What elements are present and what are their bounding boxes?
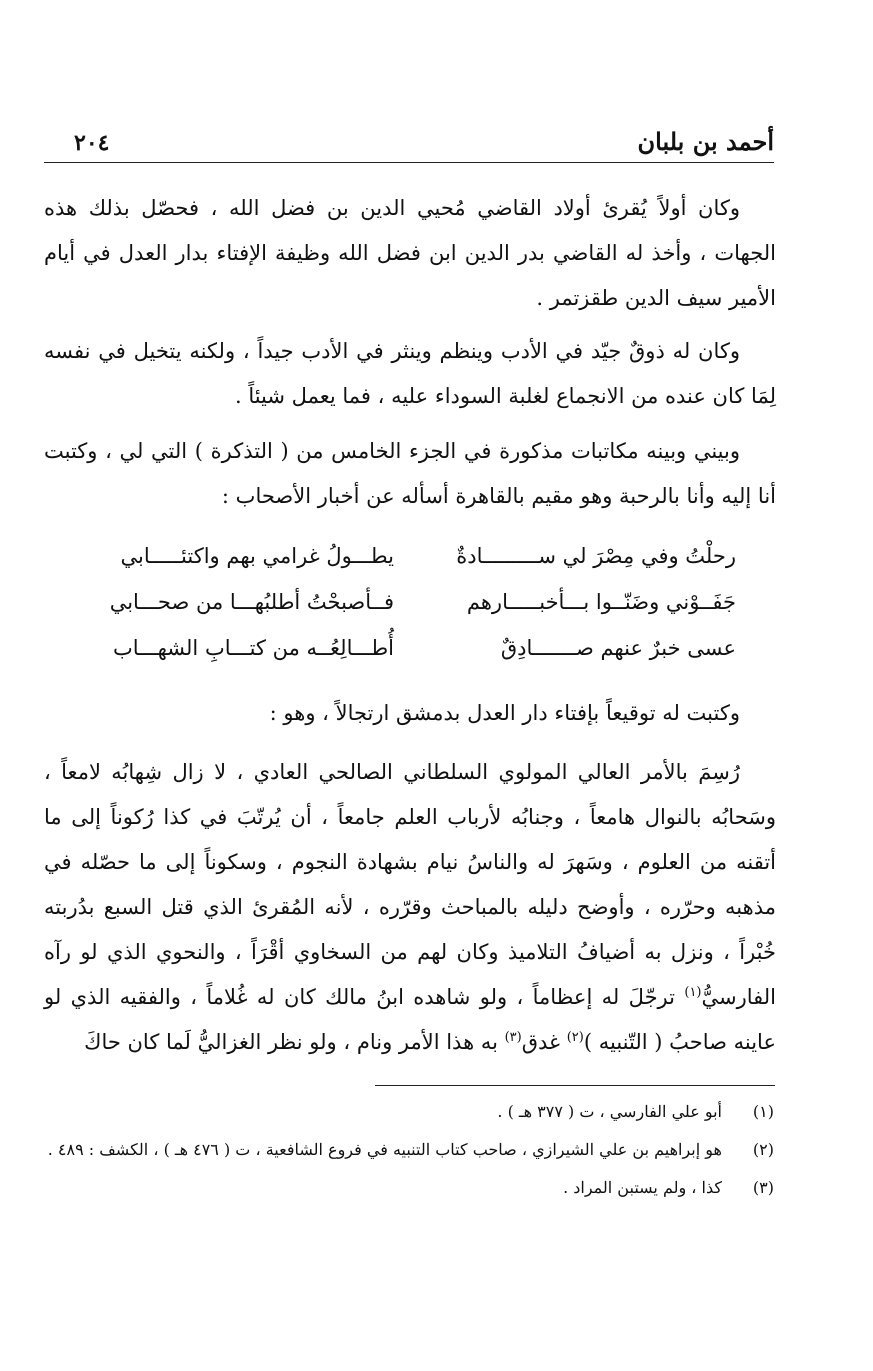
poem bbox=[74, 533, 736, 671]
page-number: ٢٠٤ bbox=[74, 130, 110, 156]
footnote-number: (٢) bbox=[752, 1140, 774, 1159]
footnotes bbox=[44, 1096, 774, 1204]
paragraph: وكان أولاً يُقرئ أولاد القاضي مُحيي الدين بن فضل الله ، فحصّل بذلك هذه الجهات ، وأخذ له القاضي بدر الدين ابن فضل الله وظيفة الإفتاء بدار العدل في أيام الأمير سيف الدين طقزتمر . bbox=[44, 196, 776, 310]
footnote-ref[interactable]: (١) bbox=[684, 985, 702, 1000]
footnote-ref[interactable]: (٢) bbox=[566, 1030, 584, 1045]
poem-verse bbox=[74, 533, 736, 579]
footnote bbox=[44, 1172, 774, 1204]
paragraph-text: غدق bbox=[521, 1030, 567, 1054]
poem-verse bbox=[74, 579, 736, 625]
footnote-number: (١) bbox=[752, 1102, 774, 1121]
footnote-text: هو إبراهيم بن علي الشيرازي ، صاحب كتاب التنبيه في فروع الشافعية ، ت ( ٤٧٦ هـ ) ، الكشف : ٤٨٩ . bbox=[47, 1140, 722, 1159]
poem-verse bbox=[74, 625, 736, 671]
paragraph: وكان له ذوقٌ جيّد في الأدب وينظم وينثر في الأدب جيداً ، ولكنه يتخيل في نفسه لِمَا كان عنده من الانجماع لغلبة السوداء عليه ، فما يعمل شيئاً . bbox=[44, 339, 776, 408]
main-text bbox=[44, 186, 776, 1065]
footnote bbox=[44, 1096, 774, 1128]
verse-first-hemistich: رحلْتُ وفي مِصْرَ لي ســـــــــادةٌ bbox=[456, 544, 736, 568]
footnote-text: كذا ، ولم يستبن المراد . bbox=[563, 1178, 722, 1197]
footnote-ref[interactable]: (٣) bbox=[504, 1030, 522, 1045]
footnote-divider bbox=[375, 1085, 775, 1086]
verse-second-hemistich: فــأصبحْتُ أطلبُهـــا من صحـــابي bbox=[109, 590, 394, 614]
footnote-number: (٣) bbox=[752, 1178, 774, 1197]
paragraph-text: به هذا الأمر ونام ، ولو نظر الغزاليُّ لَما كان حاكَ bbox=[84, 1030, 505, 1054]
paragraph-text: رُسِمَ بالأمر العالي المولوي السلطاني الصالحي العادي ، لا زال شِهابُه لامعاً ، وسَحابُه بالنوال هامعاً ، وجنابُه لأرباب العلم جامعاً ، أن يُرتّبَ في كذا رُكوناً إلى ما أتقنه من العلوم ، وسَهرَ له والناسُ نيام بشهادة النجوم ، وسكوناً إلى ما حصّله في مذهبه وحرّره ، وأوضح دليله بالمباحث وقرّره ، لأنه المُقرئ الذي قتل السبع بدُربته خُبْراً ، ونزل به أضيافُ التلاميذ وكان لهم من السخاوي أقْرَاً ، والنحوي الذي لو رآه الفارسيُّ bbox=[44, 760, 776, 1009]
running-head: أحمد بن بلبان bbox=[637, 127, 774, 156]
page-header bbox=[44, 124, 774, 163]
paragraph-text: ترجّلَ له إعظاماً ، ولو شاهده ابنُ مالك كان له غُلاماً ، والفقيه الذي لو عاينه صاحبُ ( التّنبيه ) bbox=[44, 985, 776, 1054]
footnote bbox=[44, 1134, 774, 1166]
footnote-text: أبو علي الفارسي ، ت ( ٣٧٧ هـ ) . bbox=[497, 1102, 722, 1121]
paragraph: وبيني وبينه مكاتبات مذكورة في الجزء الخامس من ( التذكرة ) التي لي ، وكتبت أنا إليه وأنا بالرحبة وهو مقيم بالقاهرة أسأله عن أخبار الأصحاب : bbox=[44, 439, 776, 508]
verse-first-hemistich: عسى خبرٌ عنهم صـــــــادِقٌ bbox=[500, 636, 736, 660]
verse-first-hemistich: جَفَــوْني وضَنّــوا بـــأخبـــــارهم bbox=[466, 590, 736, 614]
verse-second-hemistich: أُطـــالِعُــه من كتـــابِ الشهـــاب bbox=[113, 636, 394, 660]
verse-second-hemistich: يطـــولُ غرامي بهم واكتئـــــابي bbox=[120, 544, 394, 568]
decree-paragraph bbox=[44, 750, 776, 1065]
paragraph: وكتبت له توقيعاً بإفتاء دار العدل بدمشق ارتجالاً ، وهو : bbox=[269, 701, 740, 725]
